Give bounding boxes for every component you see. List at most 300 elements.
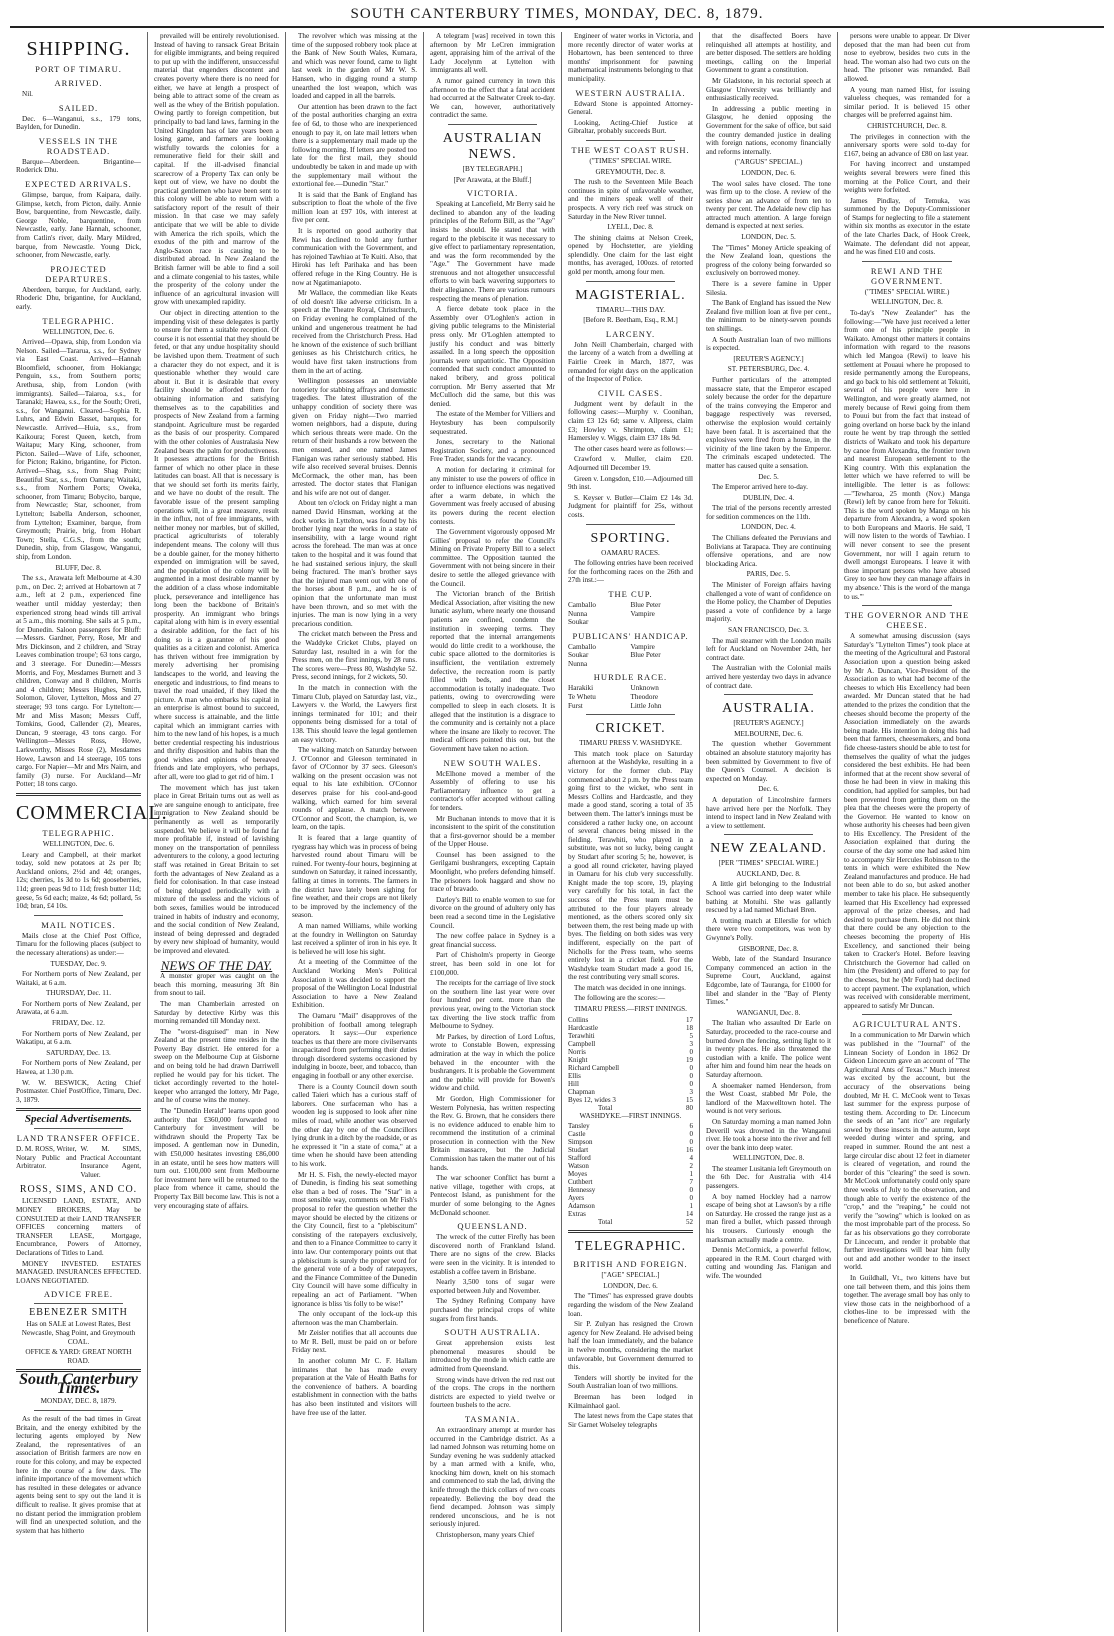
- text: Part of Chisholm's property in George street, has been sold in one lot for £100,000.: [430, 951, 555, 977]
- text: Judgment went by default in the following cases:—Murphy v. Coonihan, claim £3 12s 6d; same v. Allpress, claim £3; Howley v. Shrimpton, claim £1; Hamersley v. Wiggs, claim £37 18s 9d.: [568, 399, 693, 443]
- column-2: [148, 32, 286, 1632]
- score-row: [568, 1016, 693, 1024]
- score-row: [568, 1194, 693, 1202]
- score-heading: TIMARU PRESS.—FIRST INNINGS.: [574, 1005, 687, 1014]
- dateline: PARIS, Dec. 5.: [746, 570, 791, 579]
- entries-right: Blue Peter Vampire: [630, 600, 661, 618]
- text: The wreck of the cutter Firefly has been discovered north of Frankland Island. There are no signs of the crew. Blacks were seen in the vicinity. It is intended to establish a coffee tavern in Brisbane.: [430, 1233, 555, 1276]
- player-name: Ellis: [568, 1071, 581, 1080]
- score-total-row: [568, 1104, 693, 1112]
- larceny-label: LARCENY.: [605, 328, 656, 339]
- mail-heading: MAIL NOTICES.: [41, 919, 116, 930]
- text: The movement which has just taken place in Great Britain turns out as well as we are sanguine enough to anticipate, free immigration to New Zealand should be permanently as well as temporarily suspended. We believe it will be found far more profitable if, instead of lavishing money on the transportation of penniless adventurers to the colony, a good lecturing staff was retained in Great Britain to set forth the advantages of New Zealand as a field for colonisation. In that case instead of being deluged periodically with a mixture of the useless and the vicious of both sexes, families would be introduced trained in habits of industry and economy, and the social condition of New Zealand, instead of being depressed and degraded by every new shipload of humanity, would be improved and elevated.: [154, 783, 279, 955]
- player-runs: 0: [689, 1071, 693, 1080]
- player-runs: 14: [686, 1210, 693, 1219]
- south-australia-heading: SOUTH AUSTRALIA.: [444, 1327, 541, 1338]
- text: To-day's "New Zealander" has the following:—"We have just received a letter from one of his principle people in Waikato. Amongst other matters it contains information with regard to the reasons which led Mangoa (Rewi) to leave his settlement at Pouaui where he proposed to reside permanently among the Europeans, and go back to his old settlement at Tekuiti, several of his people were here in Wellington, and were greatly alarmed, not merely because of Rewi going from them to Pouui but from the fact that instead of going overland on horse back by the inland route he went by trap through the settled districts of Waikato and took his departure by canoe from Alexandra, the frontier town and nearest European settlement to the King country. With this explanation the letter which we have referred to will be intelligible. The letter is as follows:—"Tewharoa, 25 month (Nov.) Manga (Rewi) left by canoe from here for Tekuiti. This is the word spoken by Manga on his departure from Alexandra, a word spoken to both Europeans and Maoris. He said, 'I will now listen to the words of Tawhiao. I will never consent to see the present Government, nor will I again return to dwell amongst Europeans. I leave it with those important persons who have abused Grey to see how they can manage affairs in my absence.' This is the word of the manga to us.'": [844, 309, 970, 601]
- player-name: Cuthbert: [568, 1178, 593, 1187]
- text: It is feared that a large quantity of ryegrass hay which was in process of being harvested round about Timaru will be ruined. For twenty-four hours, beginning at sundown on Saturday, it rained incessantly, falling at times in torrents. The farmers in the district have lately been sighing for fine weather, and their crops are not likely to be improved by the inclemency of the season.: [292, 834, 417, 920]
- text: The Sydney Refining Company have purchased the principal crops of white sugars from first hands.: [430, 1297, 555, 1323]
- text: The rush to the Seventeen Mile Beach continues in spite of unfavorable weather, and the miners speak well of their prospects. A very rich reef was struck on Saturday in the New River tunnel.: [568, 178, 693, 221]
- arrived-label: ARRIVED.: [54, 78, 103, 88]
- text: Great apprehension exists lest phenomenal measures should be introduced by the mode in which cattle are admitted from Queensland.: [430, 1339, 555, 1373]
- text: At a meeting of the Committee of the Auckland Working Men's Political Association it was decided to support the proposal of the Wellington Local Industrial Association to have a New Zealand Exhibition.: [292, 958, 417, 1010]
- text: The Chilians defeated the Peruvians and Bolivians at Tarapaca. They are continuing offensive operations, and are now blockading Arica.: [706, 534, 831, 568]
- text: The "Times" Money Article speaking of the New Zealand loan, questions the progress of the colony being forwarded so exclusively on borrowed money.: [706, 243, 831, 278]
- score-row: [568, 1186, 693, 1194]
- subheading: ("TIMES" SPECIAL WIRE.): [864, 287, 950, 296]
- dateline: CHRISTCHURCH, Dec. 8.: [867, 121, 947, 130]
- british-foreign-heading: BRITISH AND FOREIGN.: [573, 1259, 688, 1270]
- text: In a communication to Mr Darwin which was published in the "Journal" of the Linnean Society of London in 1862 Dr Gideon Lincecum gave an account of "The Agricultural Ants of Texas." Much interest was excited by the account, but the accuracy of the observations being doubted, Mr H. C. McCook went to Texas last summer for the express purpose of testing them. According to Dr. Lincecum the seeds of an "ant rice" are regularly sowed by these insects in the autumn, kept weeded during winter and spring, and reaped in summer. Round the ant nest a large circular disc about 12 feet in diameter is cleared of vegetation, and round the border of this "clearing" the seed is sown. Mr McCook unfortunately could only spare three weeks of July to the observation, and though able to verify the existence of the "crop," and the "reaping," he could not verify the "sowing" which is looked on as the most improbable part of the process. So far as his observations go they corroborate Dr Lincecum, and render it probable that further investigations will bear him fully out and add another wonder to the insect world.: [844, 1031, 970, 1272]
- text: Sir P. Zulyan has resigned the Crown agency for New Zealand. He advised being half the loan immediately, and the balance in twelve months, considering the market unfavorable, but Government demurred to this.: [568, 1320, 693, 1372]
- text: Breeman has been lodged in Kilmainhaol gaol.: [568, 1392, 693, 1410]
- text: In the match in connection with the Timaru Club, played on Saturday last, viz., Lawyers v. the World, the Lawyers first innings terminated for 101; and their opponents being dismissed for a total of 138. This should leave the legal gentlemen an easy victory.: [292, 683, 417, 744]
- ants-heading: AGRICULTURAL ANTS.: [852, 1019, 962, 1030]
- leader-text: As the result of the bad times in Great Britain, and the energy exhibited by the lecturing agents employed by New Zealand, the representatives of an association of British farmers are now en route for this colony, and may be expected here in the course of a few days. The infinite importance of the movement which has resulted in these delegates or advance agents being sent to spy out the land it is difficult to realise. It gives promise that at no distant period the immigration problem will find an unexpected solution, and the system that has hitherto: [16, 1415, 141, 1535]
- player-runs: 16: [686, 1146, 693, 1155]
- australia-heading: AUSTRALIA.: [722, 701, 815, 717]
- subheading: ("ARGUS" SPECIAL.): [734, 158, 803, 167]
- paper-title: South Canterbury Times.: [19, 1371, 138, 1397]
- divider: [724, 694, 813, 695]
- player-name: Castle: [568, 1130, 586, 1139]
- text: LICENSED LAND, ESTATE, AND MONEY BROKERS, May be CONSULTED at their LAND TRANSFER OFFICES concerning matters of TRANSFER LEASE, Mortgage, Encumbrance, Powers of Attorney, Declarations of Titles to Land.: [16, 1197, 141, 1257]
- text: A monster groper was caught on the beach this morning, measuring 3ft 8in from snout to tail.: [154, 972, 279, 998]
- divider: [724, 834, 813, 835]
- player-runs: 7: [689, 1178, 693, 1187]
- player-name: Terawhiti: [568, 1031, 595, 1040]
- column-5: [562, 32, 700, 1632]
- score-row: [568, 1178, 693, 1186]
- entries-left: Camballo Soukar Nunna: [568, 642, 596, 668]
- ross-heading: ROSS, SIMS, AND CO.: [19, 1184, 138, 1196]
- text: The Italian who assaulted Dr Earle on Saturday, proceeded to the race-course and burned down the fencing, setting light to it in twenty places. He also threatened the custodian with a knife. The police went after him and found him near the heads on Saturday afternoon.: [706, 1019, 831, 1079]
- text: The only occupant of the lock-up this afternoon was the man Chamberlain.: [292, 1310, 417, 1327]
- player-runs: 1: [689, 1202, 693, 1211]
- race-label: PUBLICANS' HANDICAP.: [572, 630, 689, 641]
- west-coast-heading: THE WEST COAST RUSH.: [571, 144, 690, 155]
- text: Aberdeen, barque, for Auckland, early. Rhoderic Dhu, brigantine, for Auckland, early.: [16, 285, 141, 311]
- text: In another column Mr C. F. Hallam intimates that he has made every preparation at the Vale of Health Baths for the convenience of bathers. A boarding establishment in connection with the baths has also been instituted and visitors will have free use of the latter.: [292, 1357, 417, 1417]
- score-row: [568, 1088, 693, 1096]
- text: Our attention has been drawn to the fact of the postal authorities charging an extra fee of 6d, to those who are inexperienced enough to pay it, on late mail letters when there is a supplementary mail made up the following morning. If letters are posted too late for the first mail, they should undoubtedly be taken in and made up with the supplementary mail without the extortional fee.—Dunedin "Star.": [292, 102, 417, 189]
- press-score-table: [568, 1016, 693, 1112]
- text: OFFICE & YARD: GREAT NORTH ROAD.: [25, 1348, 132, 1365]
- player-name: Knight: [568, 1055, 588, 1064]
- score-row: [568, 1096, 693, 1104]
- governor-heading: THE GOVERNOR AND THE CHEESE.: [844, 610, 970, 631]
- cricket-heading: CRICKET.: [595, 721, 666, 737]
- player-name: Campbell: [568, 1039, 596, 1048]
- masthead: SOUTH CANTERBURY TIMES, MONDAY, DEC. 8, 1879.: [10, 6, 1104, 28]
- player-name: Hill: [568, 1079, 579, 1088]
- text: Edward Stone is appointed Attorney-General.: [568, 99, 693, 117]
- player-runs: 1: [689, 1170, 693, 1179]
- text: Tenders will shortly be invited for the South Australian loan of two millions.: [568, 1373, 693, 1391]
- dateline: WELLINGTON, Dec. 8.: [871, 298, 943, 307]
- mail-date: SATURDAY, Dec. 13.: [46, 1048, 111, 1057]
- text: John Neill Chamberlain, charged with the larceny of a watch from a dwelling at Fairlie Creek in March, 1877, was remanded for eight days on the application of the Inspector of Police.: [568, 340, 693, 384]
- score-row: [568, 1040, 693, 1048]
- player-name: Watson: [568, 1162, 589, 1171]
- column-1: [10, 32, 168, 1632]
- expected-label: EXPECTED ARRIVALS.: [25, 178, 132, 189]
- subheading: [REUTER'S AGENCY.]: [733, 354, 804, 363]
- dateline: Dec. 6.: [758, 785, 779, 794]
- score-row: [568, 1202, 693, 1210]
- queensland-heading: QUEENSLAND.: [457, 1221, 528, 1232]
- text: The trial of the persons recently arrested for sedition commences on the 11th.: [706, 504, 831, 521]
- text: Further particulars of the attempted massacre state, that the Emperor escaped solely because the order for the departure of the trains conveying the Emperor and baggage respectively was reversed, otherwise the explosion would certainly have been fatal. It is ascertained that the explosives were fired from a house, in the vicinity of the line taken by the Emperor. The criminals escaped undetected. The matter has caused quite a sensation.: [706, 375, 831, 470]
- player-name: Collins: [568, 1015, 589, 1024]
- subheading: OAMARU RACES.: [601, 548, 660, 557]
- score-row: [568, 1130, 693, 1138]
- text: MONEY INVESTED. ESTATES MANAGED. INSURANCES EFFECTED. LOANS NEGOTIATED.: [16, 1259, 141, 1285]
- text: Has on SALE at Lowest Rates, Best Newcastle, Shag Point, and Greymouth COAL.: [21, 1320, 136, 1346]
- text: D. M. ROSS, Writer, Notary Public and Arbitrator.: [16, 1145, 77, 1171]
- new-zealand-heading: NEW ZEALAND.: [710, 841, 827, 857]
- text: that the disaffected Boers have relinquished all attempts at hostility, and are better disposed. The settlers are holding meetings, calling on the Imperial Government to grant a constitution.: [706, 32, 832, 75]
- score-row: [568, 1162, 693, 1170]
- entries: [568, 643, 693, 669]
- player-runs: 19: [686, 1055, 693, 1064]
- score-row: [568, 1122, 693, 1130]
- sailed-label: SAILED.: [58, 102, 99, 113]
- entries-left: Harakiki Te Whetu Furst: [568, 684, 596, 710]
- dateline: LONDON, Dec. 4.: [741, 523, 796, 532]
- column-3: [286, 32, 424, 1632]
- divider: [16, 793, 141, 796]
- dateline: WANGANUI, Dec. 8.: [736, 1008, 801, 1017]
- text: A somewhat amusing discussion (says Saturday's "Lyttelton Times") took place at the meeting of the Agricultural and Pastoral Association upon a question being asked by Mr A. Duncan, Vice-President of the Association as to what had become of the cheeses to which His Excellency had been awarded. Mr Duncan stated that he had attended to the prizes the condition that the cheeses should become the property of the Association immediately on the awards being made. His intention in doing this had been that farmers, cheesemakers, and bona fide cheese-tasters should be able to test for themselves the quality of what the judges considered the best exhibits. He had been informed that at the recent show several of those he had been in view in making this condition, had applied for samples, but had been prevented from getting them on the plea that the cheeses were the property of the Governor. He wanted to know on whose authority his cheeses had been given to His Excellency. The President of the Association explained that during the course of the day some one had asked him to accompany Sir Hercules Robinson to the tents in which were exhibited the New Zealand manufactures and produce. He had not been able to do so, but asked another member to take his place. He subsequently learned that His Excellency had expressed approval of the prize cheeses, and had desired to purchase them. He did not think that there could be any objection to the cheeses becoming the property of His Excellency, and sanctioned their being taken to Cracker's Hotel. Before leaving Christchurch the Governor had called on him (the President) and offered to pay for the cheeses, but he (Mr Ford) had declined to accept payment. The explanation, which was received with considerable merriment, appeared to satisfy Mr Duncan.: [844, 632, 970, 1010]
- text: About ten o'clock on Friday night a man named David Hinsman, working at the dock works in Lyttelton, was found by his brother lying near the works in a state of insensibility, with a large wound right across the forehead. The man was at once taken to the hospital and it was found that he had sustained serious injury, the skull being fractured. The man's brother says that the injured man went out with one of the horses about 8 p.m., and he is of opinion that the unfortunate man must have been thrown, and so met with the injuries. The man is now lying in a very precarious condition.: [292, 499, 417, 628]
- dateline: GREYMOUTH, Dec. 8.: [595, 167, 666, 176]
- telegraphic-label: TELEGRAPHIC.: [42, 315, 115, 326]
- sporting-heading: SPORTING.: [590, 530, 671, 546]
- text: The following are the scores:—: [574, 994, 666, 1003]
- mail-date: THURSDAY, Dec. 11.: [45, 989, 112, 998]
- divider: [34, 1410, 123, 1411]
- dateline: AUCKLAND, Dec. 8.: [736, 869, 801, 878]
- text: Dennis McCormick, a powerful fellow, appeared in the R.M. Court charged with cutting and wounding Jas. Flanigan and wife. The wounded: [706, 1246, 831, 1280]
- divider: [586, 281, 675, 282]
- text: Mr H. S. Fish, the newly-elected mayor of Dunedin, is finding his seat something else than a bed of roses. The "Star" in a most sensible way, comments on Mr Fish's proposal to refer the question whether the mayor should be elected by the citizens or the City Council, first to a "plebiscitum" consisting of the ratepayers exclusively, and then to a Finance Committee to carry it into law. Our contemporary points out that a plebiscitum is surely the proper word for the general vote of a body of ratepayers, and the Finance Committee of the Dunedin City Council will have some difficulty in repealing an act of Parliament. "When ignorance is bliss 'tis folly to be wise!": [292, 1170, 417, 1308]
- commercial-heading: COMMERCIAL.: [16, 801, 168, 824]
- dateline: BLUFF, Dec. 8.: [55, 563, 102, 572]
- washdyke-score-table: [568, 1122, 693, 1226]
- dateline: LONDON, Dec. 6.: [741, 168, 796, 177]
- text: McElhone moved a member of the Assembly of offering to use his Parliamentary influence to get a contractor's offer accepted without calling for tenders.: [430, 769, 555, 812]
- divider: [862, 1014, 952, 1015]
- text: Glimpse, barque, from Kaipara, daily. Glimpse, ketch, from Picton, daily. Annie Bow, barquentine, from Newcastle, daily. George Noble, barquentine, from Newcastle, early. Jane Hannah, schooner, from Catlin's river, daily. Mary Mildred, barque, from Newcastle. Young Dick, schooner, from Newcastle, early.: [16, 190, 141, 260]
- text: For Northern ports of New Zealand, per Hawea, at 1.30 p.m.: [16, 1059, 141, 1077]
- departures-label: PROJECTED DEPARTURES.: [45, 263, 112, 284]
- victoria-heading: VICTORIA.: [466, 188, 519, 199]
- dateline: ST. PETERSBURG, Dec. 4.: [727, 365, 810, 374]
- text: Webb, late of the Standard Insurance Company commenced an action in the Supreme Court, Auckland, against Edgcombe, late of Tauranga, for £1000 for libel and slander in the "Bay of Plenty Times.": [706, 955, 831, 1007]
- entries: [568, 684, 693, 710]
- entries-right: Unknown Theodore Little John: [630, 684, 662, 710]
- text: For Northern ports of New Zealand, per Wakatipu, at 6 a.m.: [16, 1029, 141, 1047]
- dateline: WELLINGTON, Dec. 8.: [732, 1154, 805, 1163]
- text: Jones, secretary to the National Registration Society, and a pronounced Free Trader, stands for the vacancy.: [430, 438, 555, 464]
- text: The shining claims at Nelson Creek, opened by Hochstetter, are yielding splendidly. One claim for the last eight months, has averaged, 100ozs. of retorted gold per month, among four men.: [568, 233, 693, 277]
- dateline: WELLINGTON, Dec. 6.: [42, 839, 115, 848]
- rewi-heading: REWI AND THE GOVERNMENT.: [870, 265, 944, 286]
- text: In Guildhall, Vt., two kittens have but one tail between them, and this joins them together. The average small boy has only to view those cats in the neighborhood of a clothes-line to be impressed with the beneficence of Nature.: [844, 1273, 970, 1325]
- score-row: [568, 1146, 693, 1154]
- text: Engineer of water works in Victoria, and more recently director of water works at Hobartown, has been sentenced to three months' imprisonment for pawning mathematical instruments belonging to that municipality.: [568, 32, 693, 83]
- telegraphic-label: TELEGRAPHIC.: [42, 827, 115, 838]
- text: The cricket match between the Press and the Waddyke Cricket Clubs, played on Saturday last, resulted in a win for the Press men, on the first innings, by 28 runs. The scores were—Press 80, Washdyke 52. Press, second innings, for 2 wickets, 50.: [292, 630, 417, 682]
- text: Dec. 6—Wanganui, s.s., 179 tons, Baylden, for Dunedin.: [16, 114, 141, 132]
- text: Darley's Bill to enable women to sue for divorce on the ground of adultery only has been read a second time in the Legislative Council.: [430, 895, 555, 930]
- dateline: MELBOURNE, Dec. 6.: [734, 729, 803, 738]
- subheading: [Before R. Beetham, Esq., R.M.]: [583, 316, 678, 325]
- score-row: [568, 1210, 693, 1218]
- nsw-heading: NEW SOUTH WALES.: [443, 757, 542, 768]
- mail-date: TUESDAY, Dec. 9.: [50, 959, 107, 968]
- divider: [16, 1108, 141, 1111]
- text: For having incorrect and unstamped weights several brewers were fined this morning at the Police Court, and their weights were forfeited.: [844, 160, 970, 195]
- dateline: DUBLIN, Dec. 4.: [742, 493, 795, 502]
- player-name: Studart: [568, 1146, 589, 1155]
- player-runs: 3: [689, 1039, 693, 1048]
- player-runs: 15: [686, 1095, 693, 1104]
- player-name: Stafford: [568, 1154, 591, 1163]
- score-row: [568, 1072, 693, 1080]
- text: The following entries have been received for the forthcoming races on the 26th and 27th inst.:—: [568, 559, 693, 585]
- text: A deputation of Lincolnshire farmers have arrived here per the Norfolk. They intend to inspect land in New Zealand with a view to settlement.: [706, 795, 831, 830]
- advice-heading: ADVICE FREE.: [43, 1289, 114, 1300]
- text: There is a severe famine in Upper Silesia.: [706, 280, 831, 297]
- text: Mr Buchanan intends to move that it is inconsistent to the spirit of the constitution that a first-governor should be a member of the Upper House.: [430, 814, 555, 849]
- text: A telegram [was] received in town this afternoon by Mr LeCren immigration agent, appraising him of the arrival of the Lady Jocelynm at Lyttelton with immigrants all well.: [430, 32, 555, 75]
- player-runs: 0: [689, 1079, 693, 1088]
- race-label: HURDLE RACE.: [593, 672, 668, 683]
- text: The match was decided in one innings.: [574, 983, 686, 992]
- dateline: LONDON, Dec. 6.: [603, 1281, 658, 1290]
- text: A trotting match at Ellerslie for which there were two competitors, was won by Gwynne's Polly.: [706, 916, 831, 943]
- divider: [862, 605, 952, 606]
- text: prevailed will be entirely revolutionised. Instead of having to ransack Great Britain for eligible immigrants, and being required to put up with the indifferent, unsuccessful material that engenders discontent and creates poverty where there is no need for either, we have at length a prospect of being able to attract some of the cream as well as the whey of the British population. Owing partly to foreign competition, but principally to bad land laws, farming in the United Kingdom has of late years been a losing game, and farmers are looking wistfully towards the colonies for a remunerative field for their skill and capital. If the ill-advised financial scarecrow of a Property Tax can only be kept out of view, we have no doubt the practical gentlemen who have been sent to this colony will be able to return with a satisfactory report of the result of their mission. In that case we may safely anticipate that we will be able to divide with America the rich spoils, which the exodus of the pith and marrow of the Anglo-Saxon race is causing to be distributed abroad. In New Zealand the British farmer will be able to find a soil and a climate congenial to his tastes, while the prosperity of the colony under the influence of an agricultural invasion will grow with unexampled rapidity.: [154, 32, 279, 307]
- player-name: Tansley: [568, 1122, 590, 1131]
- text: The "worst-disguised" man in New Zealand at the present time resides in the Poverty Bay district. He entered for a sweep on the Melbourne Cup at Gisborne and on being told he had drawn Darriwell replied he would pay for his ticket. The ticket accordingly reverted to the hotel-keeper who arranged the lottery, Mr Page, and he of course wins the money.: [154, 1027, 279, 1105]
- text: Barque—Aberdeen. Brigantine—Roderick Dhu.: [16, 157, 141, 175]
- player-name: Chapman: [568, 1087, 595, 1096]
- shipping-heading: SHIPPING.: [26, 38, 131, 60]
- text: The walking match on Saturday between J. O'Connor and Gleeson terminated in favor of O'Connor by 37 secs. Gleeson's walking on the present occasion was not equal to his late exhibition. O'Connor deserves praise for his cool-and-good walking, which earned for him several rounds of applause. A match between O'Connor and Scott, the champion, is, we learn, on the tapis.: [292, 746, 417, 832]
- divider: [34, 1128, 123, 1129]
- player-name: Byes 12, wides 3: [568, 1095, 616, 1104]
- text: Leary and Campbell, at their market today, sold new potatoes at 2s per lb; Auckland onions, 2½d and 4d; oranges, 12s; cherries, 1s 3d to 1s 6d; gooseberries, 11d; green peas 9d to 11d; fresh butter 11d; geese, 5s 6d each; maize, 4s 6d; pollard, 5s 10d; bran, £4 10s.: [16, 850, 141, 911]
- port-heading: PORT OF TIMARU.: [35, 64, 122, 74]
- text: A motion for declaring it criminal for any minister to use the powers of office in order to influence elections was negatived after a warm debate, in which the Government was freely accused of abusing its powers during the recent election contests.: [430, 465, 555, 526]
- text: The privileges in connection with the anniversary sports were sold to-day for £167, being an advance of £80 on last year.: [844, 132, 970, 158]
- text: Mr Zeisler notifies that all accounts due to Mr R. Bell, must be paid on or before Friday next.: [292, 1329, 417, 1355]
- score-row: [568, 1170, 693, 1178]
- text: Mr Gladstone, in his rectorial speech at Glasgow University was brilliantly and enthusiastically received.: [706, 76, 831, 103]
- entries: [568, 601, 693, 627]
- news-of-day-heading: NEWS OF THE DAY.: [160, 957, 273, 973]
- text: The "Times" has expressed grave doubts regarding the wisdom of the New Zealand loan.: [568, 1292, 693, 1318]
- entries-right: Vampire Blue Peter: [630, 642, 661, 660]
- text: The Government vigorously opposed Mr Gillies' proposal to refer the Council's Mining on Private Property Bill to a select committee. The Opposition taunted the Government with not being sincere in their desire to settle the alleged grievance with the Council.: [430, 528, 555, 588]
- player-name: Norris: [568, 1047, 586, 1056]
- text: A shoemaker named Henderson, from the West Coast, stabbed Mr Pole, the landlord of the Maxwelltown hotel. The wound is not very serious.: [706, 1081, 831, 1116]
- subheading: ["AGE" SPECIAL.]: [601, 1271, 660, 1280]
- text: This match took place on Saturday afternoon at the Washdyke, resulting in a victory for the former club. Play commenced about 2 p.m. by the Press team going first to the wicket, who sent in Messrs Collins and Hardcastle, and they made a good stand, scoring a total of 35 between them. The latter's innings must be considered a rather lucky one, on account of several chances being missed in the fielding. Terawhiti, who played in a substitute, was not so lucky, being caught by Studart after scoring 5; he, however, is a good all round cricketer, having played in Oamaru for his club very successfully. Knight made the top score, 19, playing very carefully for his total, in fact the success of the Press team must be attributed to the four players already mentioned, as the others scored only six between them, the rest being made up with byes. The fielding on both sides was very indifferent, especially on the part of Nicholls for the Press team, who seems entirely lost in a cricket field. For the Washdyke team Studart made a good 16, the rest contributing very small scores.: [568, 749, 693, 982]
- special-ads-heading: Special Advertisements.: [24, 1113, 133, 1126]
- text: A little girl belonging to the Industrial School was carried into deep water while bathing at Motuihi. She was gallantly rescued by a lad named Michael Bren.: [706, 880, 831, 915]
- player-runs: 5: [689, 1031, 693, 1040]
- text: It is said that the Bank of England has subscription to float the whole of the five million loan at £97 10s, with interest at five per cent.: [292, 190, 417, 225]
- divider: [568, 1230, 693, 1233]
- wa-heading: WESTERN AUSTRALIA.: [575, 87, 686, 98]
- total-label: Total: [598, 1218, 613, 1227]
- text: On Saturday morning a man named John Deverill was drowned in the Wanganui river. He took a horse into the river and fell over the bank into deep water.: [706, 1117, 831, 1152]
- telegraphic-heading: TELEGRAPHIC.: [574, 1239, 687, 1255]
- dateline: Dec. 5.: [758, 472, 779, 481]
- subheading: [PER "TIMES" SPECIAL WIRE.]: [718, 859, 819, 868]
- text: Our object in directing attention to the impending visit of these delegates is partly to ensure for them a suitable reception. Of course it is not essential that they should be feted, or that any undue hospitality should be lavished upon them. Treatment of such a character they do not expect, and it is questionable whether they would care about it. But it is desirable that every facility should be afforded them for obtaining information and satisfying themselves as to the capabilities and prospects of New Zealand from a farming standpoint. Agriculture must be regarded as the basis of our prosperity. Compared with the other colonies of Australasia New Zealand bears the palm for productiveness. It posesses attractions for the British farmer of which no other place in these latitudes can boast. All that is necessary is that we should set forth its merits fairly, and we have no doubt of the result. The favorable issue of the present sampling operations will, in a great measure, result in the influx, not of free immigrants, with neither money nor marbles, but of skilled, practical agriculturists of tolerably independent means. The colony will thus be a double gainer, for the money hitherto expended on immigration will be saved, and the population of the colony will be augmented in a most desirable manner by the addition of a class whose indomitable pluck, perseverance and intelligence has long been the backbone of Britain's prosperity. An immigrant who brings capital along with him is in every essential a desirable addition, for the fact of his doing so is a guarantee of his good qualities as a citizen and colonist. America has thriven without free immigration by merely advertising her promising landscapes to the world, and leaving the energetic and industrious, to find means to travel the road unaided, if they liked the picture. A man who embarks his capital in an enterprise is almost bound to succeed, where success is attainable, and the little capital which an immigrant carries with him to the new land of his hopes, is a much better credential respecting his industrious and thrifty disposition and habits than the good wishes and opinions of bereaved friends and late employers, who perhaps, after all, were too glad to get rid of him. I: [154, 309, 279, 782]
- columns: [10, 32, 1104, 1632]
- player-name: Adamson: [568, 1202, 595, 1211]
- magisterial-heading: MAGISTERIAL.: [575, 287, 686, 303]
- text: Green v. Longsdon, £10.—Adjourned till 9th inst.: [568, 474, 693, 492]
- score-row: [568, 1080, 693, 1088]
- text: Christopherson, many years Chief: [436, 1531, 535, 1540]
- player-runs: 4: [689, 1154, 693, 1163]
- text: The mail steamer with the London mails left for Auckland on November 24th, her contract date.: [706, 636, 831, 662]
- player-name: Ayers: [568, 1194, 585, 1203]
- land-heading: LAND TRANSFER OFFICE.: [16, 1133, 141, 1143]
- text: It is reported on good authority that Rewi has declined to hold any further communication with the Government, and has rejoined Tawhiao at Te Kuiti. Also, that Hiroki has left Parihaka and has been offered refuge in the King Country. He is now at Ngatimaniapoto.: [292, 227, 417, 287]
- text: The Emperor arrived here to-day.: [712, 483, 808, 492]
- text: A man named Williams, while working at the foundry in Wellington on Saturday last received a splinter of iron in his eye. It is believed he will lose his sight.: [292, 921, 417, 956]
- dateline: GISBORNE, Dec. 8.: [738, 944, 799, 953]
- land-names: [16, 1145, 141, 1181]
- text: The latest news from the Cape states that Sir Garnet Wolseley telegraphs: [568, 1412, 693, 1429]
- text: Strong winds have driven the red rust out of the crops. The crops in the northern districts are expected to yield twelve or fourteen bushels to the acre.: [430, 1375, 555, 1410]
- australian-news-heading: AUSTRALIAN NEWS.: [442, 130, 543, 162]
- race-label: THE CUP.: [608, 588, 653, 599]
- player-name: Hennessy: [568, 1186, 596, 1195]
- text: Mr Wallace, the commedian like Keats of old doesn't like adverse criticism. In a speech at the Theatre Royal, Christchurch, on Friday evening he complained of the unkind and ungenerous treatment he had received from the Christchurch Press. Had he known of the existence of such brilliant geniuses as his Christchurch critics, he would have first taken instructions from them in the art of acting.: [292, 289, 417, 375]
- score-row: [568, 1048, 693, 1056]
- entries-left: Camballo Nunna Soukar: [568, 600, 596, 627]
- text: The s.s., Arawata left Melbourne at 4.30 p.m., on Dec. 2; arrived at Hobartown at 7 a.m., left at 2 p.m., experienced fine weather until midday yesterday; then experienced strong head winds till arrival at 5 a.m., this morning. She sails at 5 p.m., for Dunedin. Saloon passengers for Bluff:—Messrs. Gardner, Perry, Rose, Mr and Mrs Dickinson, and 2 children, and 'Stray Leaves combination troupe'; 63 tons cargo, and 3 steerage. For Dunedin:—Messrs Morris, and Foy, Mesdames Burnett and 3 children, Conway and 8 children, Morris and 4 children; Messrs Hughes, Smith, Solomon, Glover, Lyttelton, Moss and 27 steerage; 93 tons cargo. For Lyttelton:—Mr and Miss Mason; Messrs Cuff, Tomkins, Good, Callender (2), Meares, Duncan, 9 steerage, 43 tons cargo. For Wellington—Messrs Ross, Howe, Larkworthy, Misses Rose (2), Mesdames Howe, Lawson and 14 steerage, 105 tons cargo. For Napier—Mr and Mrs Nairn, and family (3) nurse. For Auckland—Mr Potter; 18 tons cargo.: [16, 574, 141, 789]
- text: James Pindlay, of Temuka, was summoned by the Deputy-Commissioner of Stamps for neglecting to file a statement within six months as executor in the estate of the late Charles Dack, of Hook Creek, Waimate. The defendant did not appear, and he was fined £10 and costs.: [844, 196, 970, 257]
- text: The Minister of Foreign affairs having challenged a vote of want of confidence on the Home policy, the Chamber of Deputies passed a vote of confidence by a large majority.: [706, 581, 831, 624]
- text: The "Dunedin Herald" learns upon good authority that £360,000 forwarded to Canterbury for investment will be withdrawn should the Property Tax be imposed. A gentleman now in Dunedin, with £50,000 hesitates investing £86,000 in an estate, until he sees how matters will turn out. £100,000 sent from Melbourne for investment here will be returned to the place from whence it came, should the Property Tax Bill become law. This is not a very encouraging state of affairs.: [154, 1107, 279, 1210]
- player-name: Richard Campbell: [568, 1063, 620, 1072]
- player-runs: 0: [689, 1138, 693, 1147]
- divider: [34, 1303, 123, 1304]
- text: The revolver which was missing at the time of the supposed robbery took place at the Bank of New South Wales, Kumara, and which was never found, came to light last week in the garden of Mr W. S. Hansen, who in digging round a stump unearthed the lost weapon, which was loaded and capped in all the barrels.: [292, 32, 417, 101]
- divider: [862, 261, 952, 262]
- subheading: TIMARU—THIS DAY.: [595, 305, 666, 314]
- text: In addressing a public meeting in Glasgow, he denied opposing the Government for the sake of office, but said the country demanded justice in dealing with foreign nations, economy financially and reforms internally.: [706, 104, 831, 156]
- player-runs: 0: [689, 1063, 693, 1072]
- score-heading: WASHDYKE.—FIRST INNINGS.: [579, 1111, 682, 1120]
- text: Mails close at the Chief Post Office, Timaru for the following places (subject to the necessary alterations) as under:—: [16, 931, 141, 957]
- text: Speaking at Lancefield, Mr Berry said he declined to abandon any of the leading principles of the Reform Bill, as the "Age" insists he should. He stated that with regard to the plebiscite it was necessary to give effect to parliamentary representation, and was the form recommended by the "Age." The Government have made strenuous and not altogether unsuccessful efforts to win back wavering supporters to their allegiance. There are various rumours respecting the means of plenation.: [430, 200, 555, 303]
- civil-label: CIVIL CASES.: [597, 387, 664, 398]
- player-name: Extras: [568, 1210, 586, 1219]
- total-value: 52: [686, 1218, 693, 1227]
- text: Crawford v. Muller, claim £20. Adjourned till December 19.: [568, 455, 693, 472]
- text: A young man named Hist, for issuing valueless cheques, was remanded for a similar period. It is believed 15 other charges will be preferred against him.: [844, 85, 970, 120]
- text: A South Australian loan of two millions is expected.: [706, 335, 831, 353]
- player-runs: 17: [686, 1015, 693, 1024]
- text: The estate of the Member for Villiers and Heytesbury has been compulsorily sequestrated.: [430, 410, 555, 436]
- player-name: Moyes: [568, 1170, 588, 1179]
- divider: [586, 714, 675, 715]
- text: Mr Gordon, High Commissioner for Western Polynesia, has written respecting the Rev. G. Brown, that he considers there is no evidence adduced to enable him to recommend the institution of a criminal prosecution in connection with the New Britain massacre, but the Judicial Commission has taken the matter out of his hands.: [430, 1094, 555, 1172]
- dateline: LYELL, Dec. 8.: [607, 223, 654, 232]
- tasmania-heading: TASMANIA.: [464, 1413, 521, 1424]
- text: persons were unable to appear. Dr Diver deposed that the man had been cut from nose to eyebrow, besides two cuts in the head. The woman also had two cuts on the head. The prisoner was remanded. Bail allowed.: [844, 32, 970, 83]
- text: A fierce debate took place in the Assembly over O'Loghlen's action in giving public telegrams to the Ministerial press only. Mr O'Loghlen attempted to justify his conduct and was bitterly assailed. In a long speech the opposition journals were unpatriotic. The Opposition contended that such conduct amounted to naked bribery, and gross political corruption. Mr Berry asserted that Mr McCulloch did the same, but this was denied.: [430, 305, 555, 408]
- column-4: [424, 32, 562, 1632]
- text: Arrived—Opawa, ship, from London via Nelson. Sailed—Tararua, s.s., for Sydney via East Coast. Arrived—Hannah Bloomfield, schooner, from Hokianga; Penguin, s.s., from Southern ports; Arethusa, ship, from London (with immigrants). Sailed—Taiaroa, s.s., for Taranaki; Hawea, s.s., for the South; Oreti, s.s., for Wanganui. Cleared—Sophia R. Luhrs, and Edwin Basset, barques, for Newcastle. Arrived—Huia, s.s., from Kaikoura; Forest Queen, ketch, from Waitapu; Mary King, schooner, from Picton. Sailed—Wave of Life, schooner, for Picton; Rakino, brigantine, for Picton. Arrived—Shag, s.s., from Shag Point; Beautiful Star, s.s., from Oamaru; Waitaki, s.s., from Northern Ports; Oweka, schooner, from Timaru; Bobycito, barque, from Newcastle; Star, schooner, from Lyttelton; Isabella Anderson, schooner, from Lyttelton; Examiner, barque, from Greymouth; Prairie, brig, from Hobart Town; Stella, C.G.S., from the south; Dunedin, ship, from Glasgow, Wanganui, ship, from London.: [16, 338, 141, 561]
- text: A boy named Hockley had a narrow escape of being shot at Lawson's by a rifle on Saturday. He crossed the range just as a man fired a bullet, which passed through his trousers. Curiously enough the marksman actually made a centre.: [706, 1192, 831, 1244]
- text: For Northern ports of New Zealand, per Waitaki, at 6 a.m.: [16, 970, 141, 987]
- subheading: [Per Arawata, at the Bluff.]: [453, 175, 532, 184]
- text: The new coffee palace in Sydney is a great financial success.: [430, 932, 555, 949]
- ebenezer-heading: EBENEZER SMITH: [29, 1307, 128, 1319]
- divider: [448, 124, 537, 125]
- text: A rumor gained currency in town this afternoon to the effect that a fatal accident had occurred at the Saltwater Creek to-day. We can, however, authoritatively contradict the same.: [430, 76, 555, 120]
- text: The wool sales have closed. The tone was firm up to the close. A review of the series show an advance of from ten to twenty per cent. The Adelaide new clip has attracted much attention. A large foreign demand is expected at next series.: [706, 179, 831, 231]
- player-runs: 3: [689, 1087, 693, 1096]
- subheading: [BY TELEGRAPH.]: [462, 164, 523, 173]
- divider: [586, 524, 675, 525]
- player-runs: 0: [689, 1194, 693, 1203]
- text: Counsel has been assigned to the Gerilgami bushrangers, excepting Captain Moonlight, who prefers defending himself. The prisoners look haggard and show no trace of bravado.: [430, 850, 555, 894]
- player-runs: 0: [689, 1130, 693, 1139]
- total-label: Total: [598, 1103, 613, 1112]
- text: An extraordinary attempt at murder has occurred in the Cambridge district. As a lad named Johnson was returning home on Sunday evening he was suddenly attacked by a man armed with a knife, who, knocking him down, knelt on his stomach and commenced to stab the lad, driving the knife through the thick collars of two coats repeatedly. Believing the boy dead the fiend decamped. Johnson was simply rendered unconscious, and he is not seriously injured.: [430, 1425, 555, 1529]
- text: W. M. SIMS, Practical Accountant Insurance Agent, Valuer.: [80, 1145, 141, 1179]
- text: The Bank of England has issued the New Zealand five million loan at five per cent., the minimum to be ninety-seven pounds ten shillings.: [706, 299, 831, 333]
- text: Wellington possesses an unenviable notoriety for stabbing affrays and domestic tragedies. The latest illustration of the unhappy condition of society there was given on Friday night—Two married women neighbors, had a dispute, during which serious threats were made. On the return of their husbands a row between the men ensued, and one named James Flanigan was rather seriously stabbed. His wife also received several bruises. Dennis McCormack, the other man, has been arrested. The doctor states that Flanigan and his wife are not out of danger.: [292, 377, 417, 497]
- score-row: [568, 1056, 693, 1064]
- player-runs: 0: [689, 1047, 693, 1056]
- dateline: LONDON, Dec. 5.: [741, 233, 796, 242]
- subheading: ("TIMES" SPECIAL WIRE.: [589, 156, 672, 165]
- text: The man Chamberlain arrested on Saturday by detective Kirby was this morning remanded till Monday next.: [154, 999, 279, 1026]
- text: The war schooner Conflict has burnt a native village, together with crops, at Pentecost Island, as punishment for the murder of some belonging to the Agnes McDonald schooner.: [430, 1174, 555, 1217]
- score-row: [568, 1024, 693, 1032]
- paper-date: MONDAY, DEC. 8, 1879.: [40, 1397, 117, 1406]
- score-row: [568, 1154, 693, 1162]
- text: For Northern ports of New Zealand, per Arawata, at 6 a.m.: [16, 999, 141, 1017]
- dateline: WELLINGTON, Dec. 6.: [42, 327, 115, 336]
- mail-date: FRIDAY, Dec. 12.: [52, 1019, 105, 1028]
- score-row: [568, 1138, 693, 1146]
- text: The receipts for the carriage of live stock on the southern line last year were over four hundred per cent. more than the previous year, owing to the Victorian stock tax diverting the live stock traffic from Melbourne to Sydney.: [430, 979, 555, 1031]
- dateline: SAN FRANCISCO, Dec. 3.: [728, 626, 809, 634]
- divider: [586, 140, 675, 141]
- column-7: [838, 32, 976, 1632]
- column-6: [700, 32, 838, 1632]
- signature: W. W. BESWICK, Acting Chief Postmaster. Chief PostOffice, Timaru, Dec. 3, 1879.: [16, 1078, 141, 1104]
- divider: [34, 915, 123, 916]
- text: The Victorian branch of the British Medical Association, after visiting the new lunatic asylum, where nearly one thousand patients are confined, condemn the institution in sweeping terms. They reported that the internal arrangements would do little credit to a workhouse, the cubic space allotted to the dormitories is insufficient, the ventilation extremely defective, the recreation room is partly filled with beds, and the closet accommodation is totally inadequate. Two patients, owing to overcrowding were compelled to sleep in each closets. It is alleged that the institution is a disgrace to the community and is certainly not a place where the insane are likely to recover. The medical officers pointed this out, but the Government have taken no action.: [430, 590, 555, 753]
